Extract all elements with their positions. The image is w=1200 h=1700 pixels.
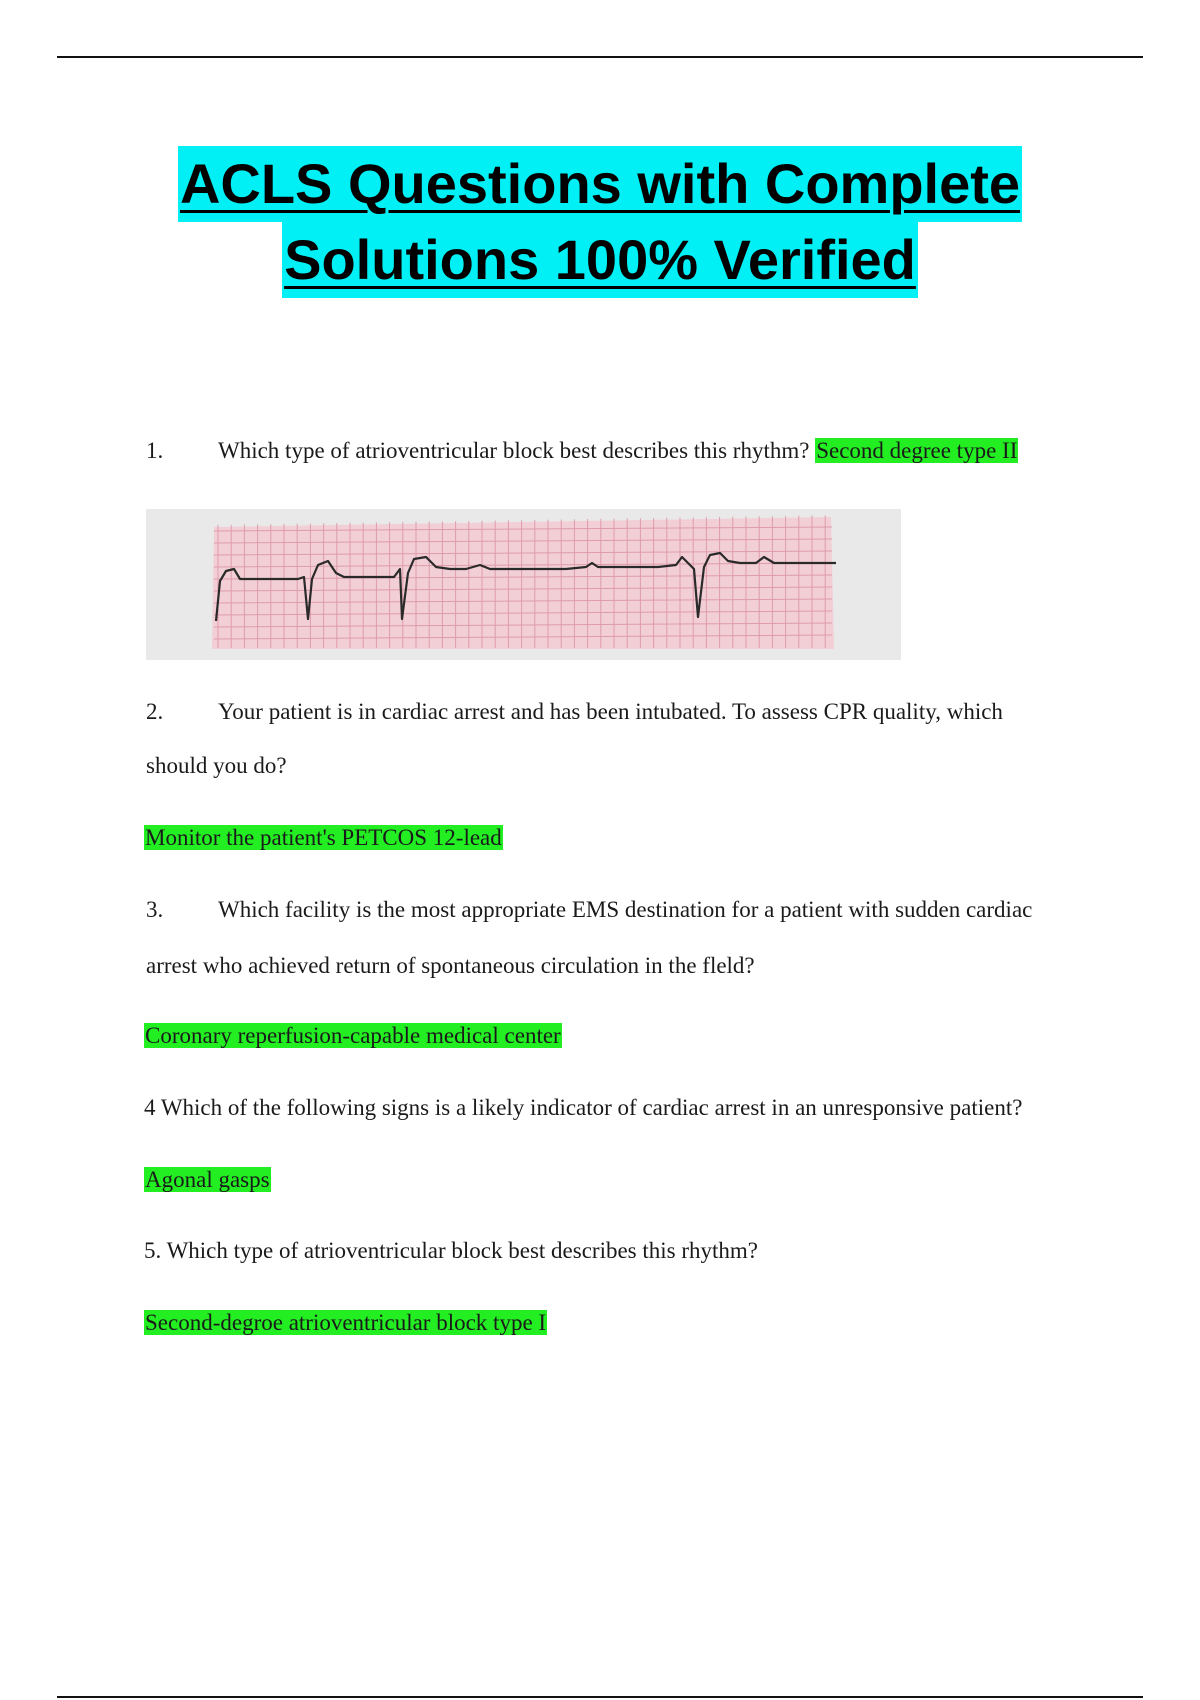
question-2-line-1 xyxy=(146,697,1003,727)
answer-4 xyxy=(144,1165,271,1195)
question-text: Your patient is in cardiac arrest and has been intubated. To assess CPR quality, which xyxy=(218,699,1003,724)
title-line-1: ACLS Questions with Complete xyxy=(178,146,1022,222)
ecg-strip-image xyxy=(146,509,901,660)
question-2-line-2: should you do? xyxy=(146,753,287,778)
question-text: Which type of atrioventricular block best describes this rhythm? xyxy=(218,438,810,463)
ecg-rhythm-strip xyxy=(146,509,901,660)
question-5: 5. Which type of atrioventricular block best describes this rhythm? xyxy=(144,1238,759,1263)
title-line-2: Solutions 100% Verified xyxy=(282,222,918,298)
answer-2 xyxy=(144,823,503,853)
answer-5 xyxy=(144,1308,547,1338)
question-4: 4 Which of the following signs is a likely indicator of cardiac arrest in an unresponsive patient? xyxy=(144,1095,1023,1120)
footer-rule xyxy=(57,1696,1143,1698)
document-title xyxy=(0,146,1200,298)
question-number: 2. xyxy=(146,699,164,724)
answer-highlight: Agonal gasps xyxy=(145,1167,270,1192)
answer-highlight: Monitor the patient's PETCOS 12-lead xyxy=(145,825,502,850)
answer-highlight: Second-degroe atrioventricular block type I xyxy=(145,1310,547,1335)
answer-highlight: Coronary reperfusion-capable medical center xyxy=(145,1023,561,1048)
question-3-line-1 xyxy=(146,895,1032,925)
answer-highlight: Second degree type II xyxy=(816,438,1018,463)
answer-3 xyxy=(144,1021,562,1051)
question-3-line-2: arrest who achieved return of spontaneous circulation in the fleld? xyxy=(146,953,755,978)
question-number: 3. xyxy=(146,897,164,922)
question-text: Which facility is the most appropriate EMS destination for a patient with sudden cardiac xyxy=(218,897,1033,922)
question-number: 1. xyxy=(146,438,164,463)
header-rule xyxy=(57,56,1143,58)
question-1 xyxy=(146,436,1018,466)
